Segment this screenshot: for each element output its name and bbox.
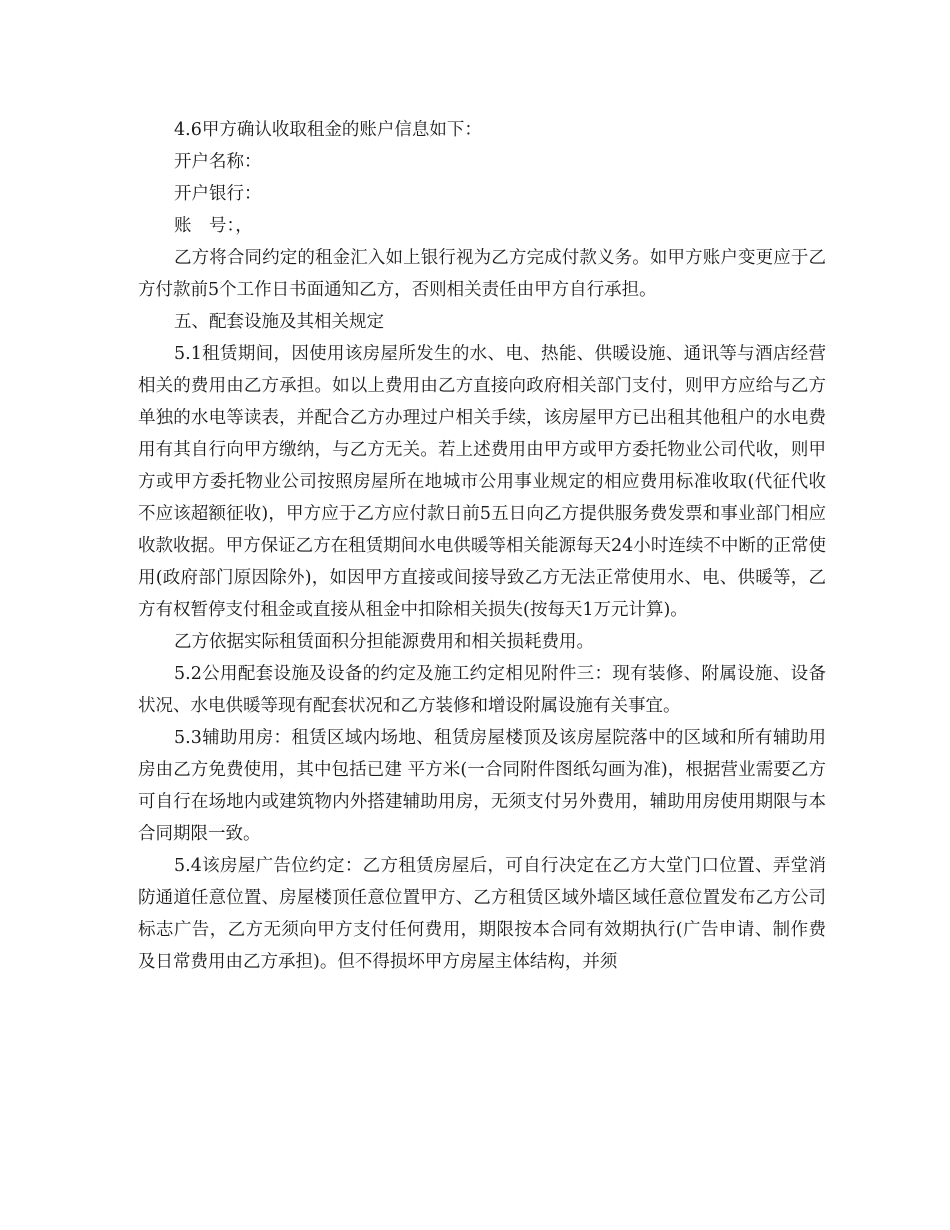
paragraph-payment-obligation: 乙方将合同约定的租金汇入如上银行视为乙方完成付款义务。如甲方账户变更应于乙方付款前5个工作日书面通知乙方，否则相关责任由甲方自行承担。 xyxy=(138,248,826,300)
paragraph-5-2: 5.2公用配套设施及设备的约定及施工约定相见附件三：现有装修、附属设施、设备状况、水电供暖等现有配套状况和乙方装修和增设附属设施有关事宜。 xyxy=(138,664,826,716)
document-body xyxy=(138,114,826,978)
paragraph-5-4: 5.4该房屋广告位约定：乙方租赁房屋后，可自行决定在乙方大堂门口位置、弄堂消防通道任意位置、房屋楼顶任意位置甲方、乙方租赁区域外墙区域任意位置发布乙方公司标志广告，乙方无须向甲方支付任何费用，期限按本合同有效期执行(广告申请、制作费及日常费用由乙方承担)。但不得损坏甲方房屋主体结构，并须 xyxy=(138,856,826,972)
paragraph-5-3: 5.3辅助用房：租赁区域内场地、租赁房屋楼顶及该房屋院落中的区域和所有辅助用房由乙方免费使用，其中包括已建 平方米(一合同附件图纸勾画为准)，根据营业需要乙方可自行在场地内或建筑物内外搭建辅助用房，无须支付另外费用，辅助用房使用期限与本合同期限一致。 xyxy=(138,728,826,844)
paragraph-account-name: 开户名称： xyxy=(174,152,262,172)
paragraph-5-1: 5.1租赁期间，因使用该房屋所发生的水、电、热能、供暖设施、通讯等与酒店经营相关的费用由乙方承担。如以上费用由乙方直接向政府相关部门支付，则甲方应给与乙方单独的水电等读表，并配合乙方办理过户相关手续，该房屋甲方已出租其他租户的水电费用有其自行向甲方缴纳，与乙方无关。若上述费用由甲方或甲方委托物业公司代收，则甲方或甲方委托物业公司按照房屋所在地城市公用事业规定的相应费用标准收取(代征代收不应该超额征收)，甲方应于乙方应付款日前5五日向乙方提供服务费发票和事业部门相应收款收据。甲方保证乙方在租赁期间水电供暖等相关能源每天24小时连续不中断的正常使用(政府部门原因除外)，如因甲方直接或间接导致乙方无法正常使用水、电、供暖等，乙方有权暂停支付租金或直接从租金中扣除相关损失(按每天1万元计算)。 xyxy=(138,344,826,620)
paragraph-account-info: 4.6甲方确认收取租金的账户信息如下： xyxy=(174,120,482,140)
paragraph-energy-costs: 乙方依据实际租赁面积分担能源费用和相关损耗费用。 xyxy=(174,632,594,652)
paragraph-account-number: 账 号：， xyxy=(174,216,253,236)
section-heading-facilities: 五、配套设施及其相关规定 xyxy=(174,312,384,332)
paragraph-account-bank: 开户银行： xyxy=(174,184,262,204)
